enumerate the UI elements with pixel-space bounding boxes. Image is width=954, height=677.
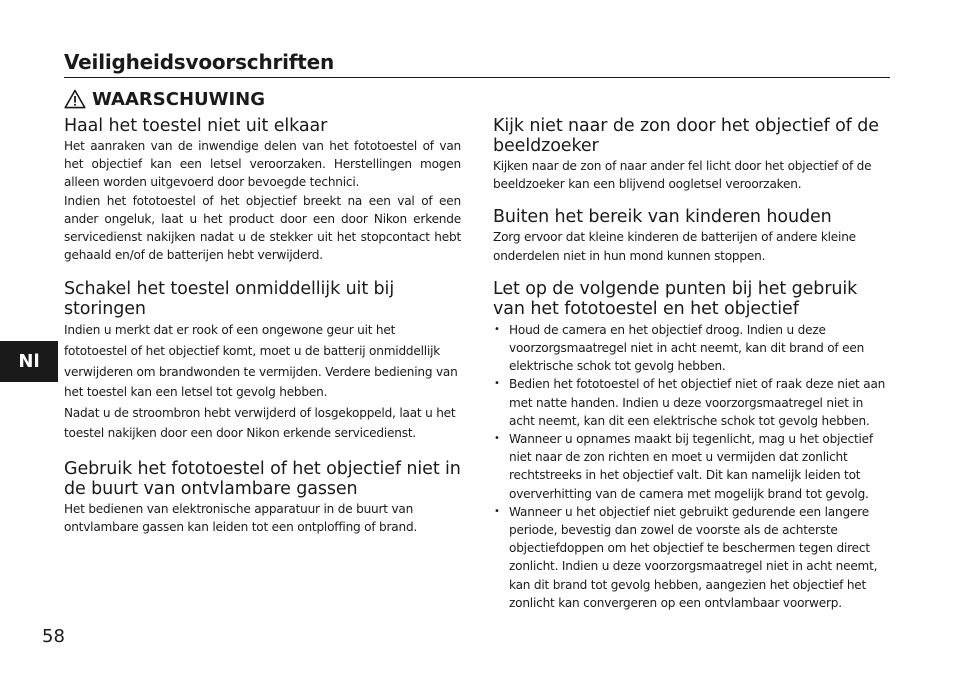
section-malfunction	[64, 279, 461, 444]
list-item-text: Wanneer u opnames maakt bij tegenlicht, mag u het objectief niet naar de zon richten en moet u vermijden dat zonlicht rechtstreeks in het objectief valt. Dit kan namelijk leiden tot oververhitting van de camera met mogelijk brand tot gevolg.	[509, 432, 873, 501]
section-title: Gebruik het fototoestel of het objectief niet in de buurt van ontvlambare gassen	[64, 458, 461, 499]
paragraph: Kijken naar de zon of naar ander fel licht door het objectief of de beeldzoeker kan een blijvend oogletsel veroorzaken.	[493, 159, 872, 192]
page-title: Veiligheidsvoorschriften	[64, 50, 335, 74]
section-title: Let op de volgende punten bij het gebruik van het fototoestel en het objectief	[493, 278, 858, 319]
paragraph: Nadat u de stroombron hebt verwijderd of losgekoppeld, laat u het toestel nakijken door een door Nikon erkende servicedienst.	[64, 405, 456, 441]
paragraph: Indien het fototoestel of het objectief breekt na een val of een ander ongeluk, laat u het product door een door Nikon erkende servicedienst nakijken nadat u de stekker uit het stopcontact hebt gehaald en/of de batterijen hebt verwijderd.	[64, 193, 461, 263]
paragraph: Het aanraken van de inwendige delen van het fototoestel of van het objectief kan een letsel veroorzaken. Herstellingen mogen alleen worden uitgevoerd door bevoegde technici.	[64, 139, 461, 190]
section-title: Haal het toestel niet uit elkaar	[64, 116, 328, 136]
section-disassemble	[64, 116, 461, 264]
section-title: Schakel het toestel onmiddellijk uit bij storingen	[64, 279, 395, 320]
section-title: Kijk niet naar de zon door het objectief of de beeldzoeker	[493, 116, 879, 156]
language-tab: Nl	[0, 341, 58, 382]
list-item-text: Houd de camera en het objectief droog. Indien u deze voorzorgsmaatregel niet in acht neemt, kan dit brand of een elektrische schok tot gevolg hebben.	[509, 322, 865, 374]
list-item-text: Bedien het fototoestel of het objectief niet of raak deze niet aan met natte handen. Indien u deze voorzorgsmaatregel niet in acht neemt, kan dit een elektrische schok tot gevolg hebben.	[509, 377, 886, 428]
list-item	[493, 375, 889, 430]
section-sun	[493, 116, 889, 193]
list-item-text: Wanneer u het objectief niet gebruikt gedurende een langere periode, bevestig dan zowel de voorste als de achterste objectiefdoppen om het objectief te beschermen tegen direct zonlicht. Indien u deze voorzorgsmaatregel niet in acht neemt, kan dit brand tot gevolg hebben, aangezien het objectief het zonlicht kan convergeren op een ontvlambaar voorwerp.	[509, 504, 878, 610]
list-item	[493, 321, 889, 376]
list-item	[493, 503, 889, 612]
warning-heading	[64, 87, 265, 111]
bullet-icon: •	[494, 505, 500, 517]
list-item	[493, 430, 889, 503]
section-precautions	[493, 279, 889, 612]
bullet-icon: •	[494, 378, 500, 390]
section-children	[493, 207, 889, 264]
warning-label: WAARSCHUWING	[92, 88, 266, 110]
title-divider	[64, 77, 890, 78]
right-column	[493, 116, 889, 626]
paragraph: Indien u merkt dat er rook of een ongewone geur uit het fototoestel of het objectief komt, moet u de batterij onmiddellijk verwijderen om brandwonden te vermijden. Verdere bediening van het toestel kan een letsel tot gevolg hebben.	[64, 323, 458, 400]
left-column	[64, 116, 461, 551]
warning-triangle-icon	[64, 89, 86, 109]
paragraph: Het bedienen van elektronische apparatuur in de buurt van ontvlambare gassen kan leiden tot een ontploffing of brand.	[64, 501, 418, 535]
paragraph: Zorg ervoor dat kleine kinderen de batterijen of andere kleine onderdelen niet in hun mond kunnen stoppen.	[493, 230, 856, 263]
bullet-icon: •	[494, 323, 500, 335]
section-flammable-gas	[64, 459, 461, 536]
section-title: Buiten het bereik van kinderen houden	[493, 207, 832, 228]
bullet-list	[493, 321, 889, 612]
page-number: 58	[42, 626, 65, 647]
bullet-icon: •	[494, 433, 500, 445]
